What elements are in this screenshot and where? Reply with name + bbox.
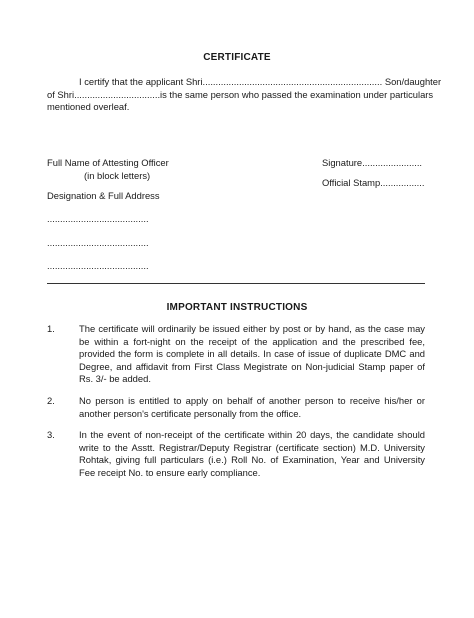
instruction-text: No person is entitled to apply on behalf of another person to receive his/her or another person's certificate personally from the office. — [79, 394, 425, 419]
instruction-number: 3. — [47, 429, 55, 441]
instruction-number: 2. — [47, 394, 55, 406]
instructions-title: IMPORTANT INSTRUCTIONS — [166, 302, 308, 313]
signature-field: Signature....................... — [322, 157, 423, 168]
instruction-text: The certificate will ordinarily be issued either by post or by hand, as the case may be within a fort-night on the receipt of the application and the prescribed fee, provided the form is complete in all details. In case of issue of duplicate DMC and Degree, and affidavit from First Class Megistrate on Non-judicial Stamp paper of Rs. 3/- be added. — [79, 323, 425, 385]
instruction-item — [47, 323, 425, 386]
certificate-line-1: I certify that the applicant Shri..................................................................... Son/daughter — [79, 76, 442, 87]
instructions-list — [47, 323, 425, 489]
designation-label: Designation & Full Address — [47, 190, 160, 201]
certificate-statement — [47, 76, 442, 114]
address-line: ....................................... — [47, 237, 149, 248]
certificate-line-2: of Shri.................................is the same person who passed the examination under particulars — [47, 88, 434, 100]
section-divider — [47, 283, 425, 284]
certificate-title: CERTIFICATE — [203, 52, 271, 63]
block-letters-note: (in block letters) — [84, 170, 151, 181]
address-line: ....................................... — [47, 213, 149, 224]
instruction-item — [47, 429, 425, 479]
instruction-item — [47, 395, 425, 420]
official-stamp-field: Official Stamp................. — [322, 177, 425, 188]
instruction-text: In the event of non-receipt of the certificate within 20 days, the candidate should write to the Asstt. Registrar/Deputy Registrar (certificate section) M.D. University Rohtak, giving full particulars (i.e.) Roll No. of Examination, Year and University Fee receipt No. to ensure early compliance. — [79, 429, 425, 478]
instruction-number: 1. — [47, 323, 55, 334]
address-line: ....................................... — [47, 260, 149, 271]
full-name-label: Full Name of Attesting Officer — [47, 157, 169, 168]
certificate-line-3: mentioned overleaf. — [47, 101, 130, 112]
